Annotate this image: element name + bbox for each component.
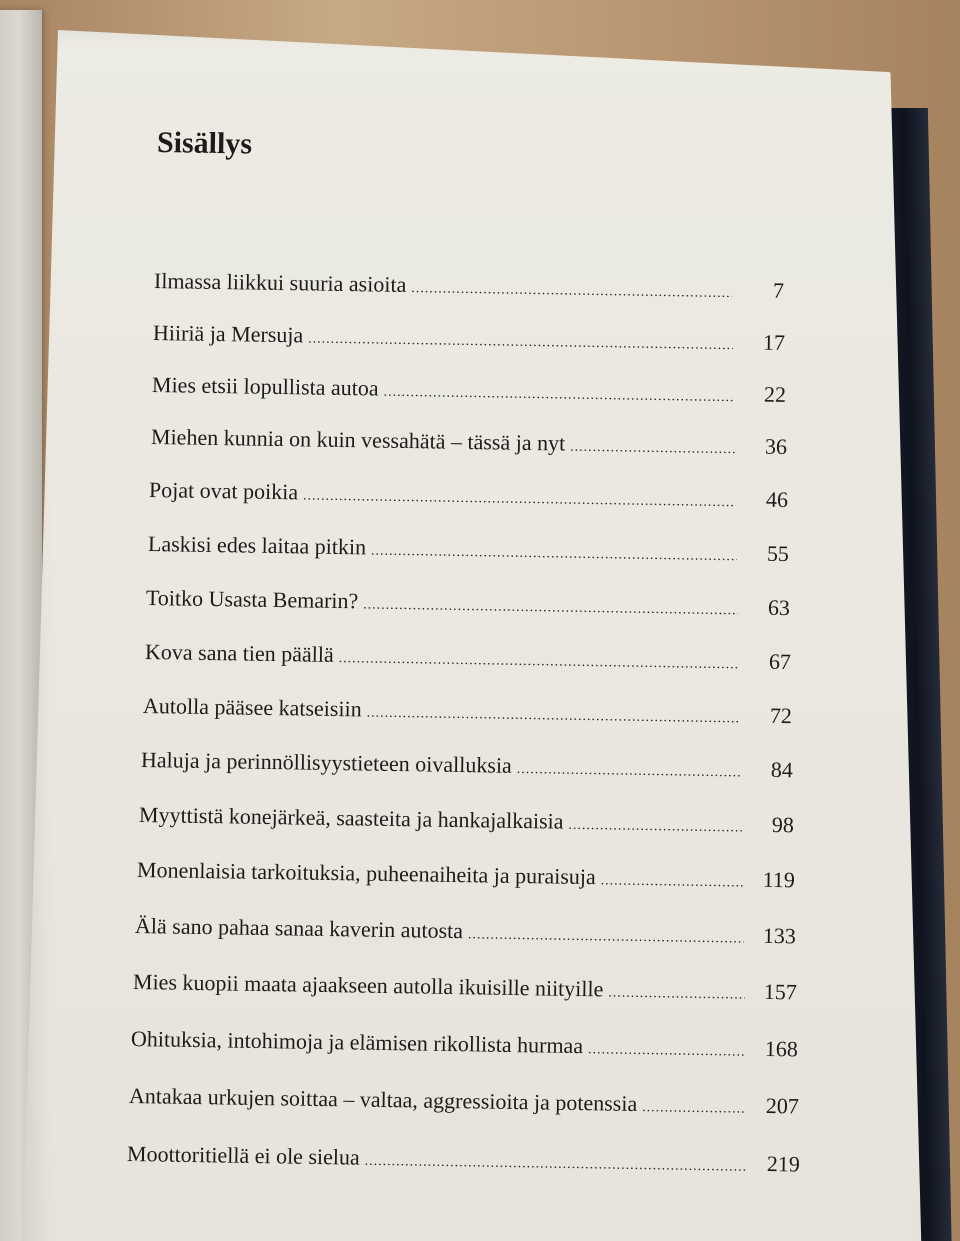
dot-leader [608, 985, 745, 1003]
toc-entry [141, 747, 793, 783]
dot-leader [339, 651, 739, 673]
dot-leader [517, 762, 741, 782]
entry-title: Toitko Usasta Bemarin? [145, 585, 359, 614]
toc-entry [154, 268, 784, 304]
dot-leader [570, 440, 735, 459]
dot-leader [588, 1042, 746, 1060]
entry-page: 84 [770, 756, 794, 783]
entry-title: Autolla pääsee katseisiin [142, 693, 362, 722]
toc-entry [146, 585, 790, 621]
entry-page: 157 [763, 978, 798, 1005]
page-title: Sisällys [156, 126, 253, 161]
entry-page: 207 [765, 1093, 800, 1119]
entry-page: 22 [763, 381, 787, 407]
entry-page: 219 [766, 1151, 801, 1177]
entry-page: 7 [772, 277, 785, 303]
entry-title: Ilmassa liikkui suuria asioita [153, 268, 407, 297]
toc-entry [153, 320, 785, 356]
entry-title: Miehen kunnia on kuin vessahätä – tässä ja nyt [150, 424, 566, 456]
entry-title: Ohituksia, intohimoja ja elämisen rikollista hurmaa [130, 1026, 584, 1059]
dot-leader [383, 385, 734, 407]
dot-leader [303, 488, 736, 511]
entry-page: 72 [769, 702, 793, 729]
dot-leader [468, 927, 744, 947]
entry-title: Myyttistä konejärkeä, saasteita ja hankajalkaisia [138, 802, 564, 834]
entry-title: Hiiriä ja Mersuja [152, 320, 304, 348]
entry-title: Mies etsii lopullista autoa [151, 372, 379, 401]
entry-title: Laskisi edes laitaa pitkin [147, 531, 367, 560]
dot-leader [308, 331, 733, 354]
entry-page: 67 [768, 648, 792, 675]
toc-entry [149, 477, 788, 513]
entry-title: Pojat ovat poikia [148, 477, 299, 505]
entry-page: 98 [771, 811, 795, 838]
toc-entry [145, 639, 791, 675]
entry-title: Monenlaisia tarkoituksia, puheenaiheita ja puraisuja [136, 857, 596, 890]
entry-page: 55 [766, 540, 790, 567]
dot-leader [411, 281, 732, 302]
toc-entry [143, 693, 792, 729]
dot-leader [568, 818, 742, 837]
toc-entry [137, 857, 795, 893]
toc-entry [148, 531, 789, 567]
dot-leader [642, 1100, 747, 1118]
entry-title: Haluja ja perinnöllisyystieteen oivalluksia [140, 747, 513, 778]
toc-entry [127, 1141, 800, 1178]
entry-page: 119 [762, 866, 796, 893]
entry-page: 17 [762, 329, 786, 355]
dot-leader [601, 873, 743, 891]
toc-entry [129, 1083, 799, 1120]
dot-leader [371, 544, 737, 566]
entry-page: 133 [762, 922, 797, 949]
entry-title: Moottoritiellä ei ole sielua [126, 1141, 360, 1170]
entry-page: 36 [764, 433, 788, 459]
entry-page: 46 [765, 486, 789, 513]
entry-title: Älä sano pahaa sanaa kaverin autosta [134, 913, 464, 944]
entry-page: 168 [764, 1035, 799, 1062]
toc-entry [151, 424, 787, 460]
dot-leader [367, 706, 740, 728]
entry-title: Kova sana tien päällä [144, 639, 334, 667]
toc-entry [131, 1026, 798, 1062]
toc-entry [135, 913, 796, 949]
toc-entry [152, 372, 786, 408]
entry-title: Antakaa urkujen soittaa – valtaa, aggressioita ja potenssia [128, 1083, 638, 1116]
entry-page: 63 [767, 594, 791, 621]
dot-leader [365, 1154, 748, 1176]
toc-entry [133, 969, 797, 1005]
dot-leader [363, 597, 738, 619]
toc-entry [139, 802, 794, 838]
entry-title: Mies kuopii maata ajaakseen autolla ikuisille niityille [132, 969, 604, 1002]
